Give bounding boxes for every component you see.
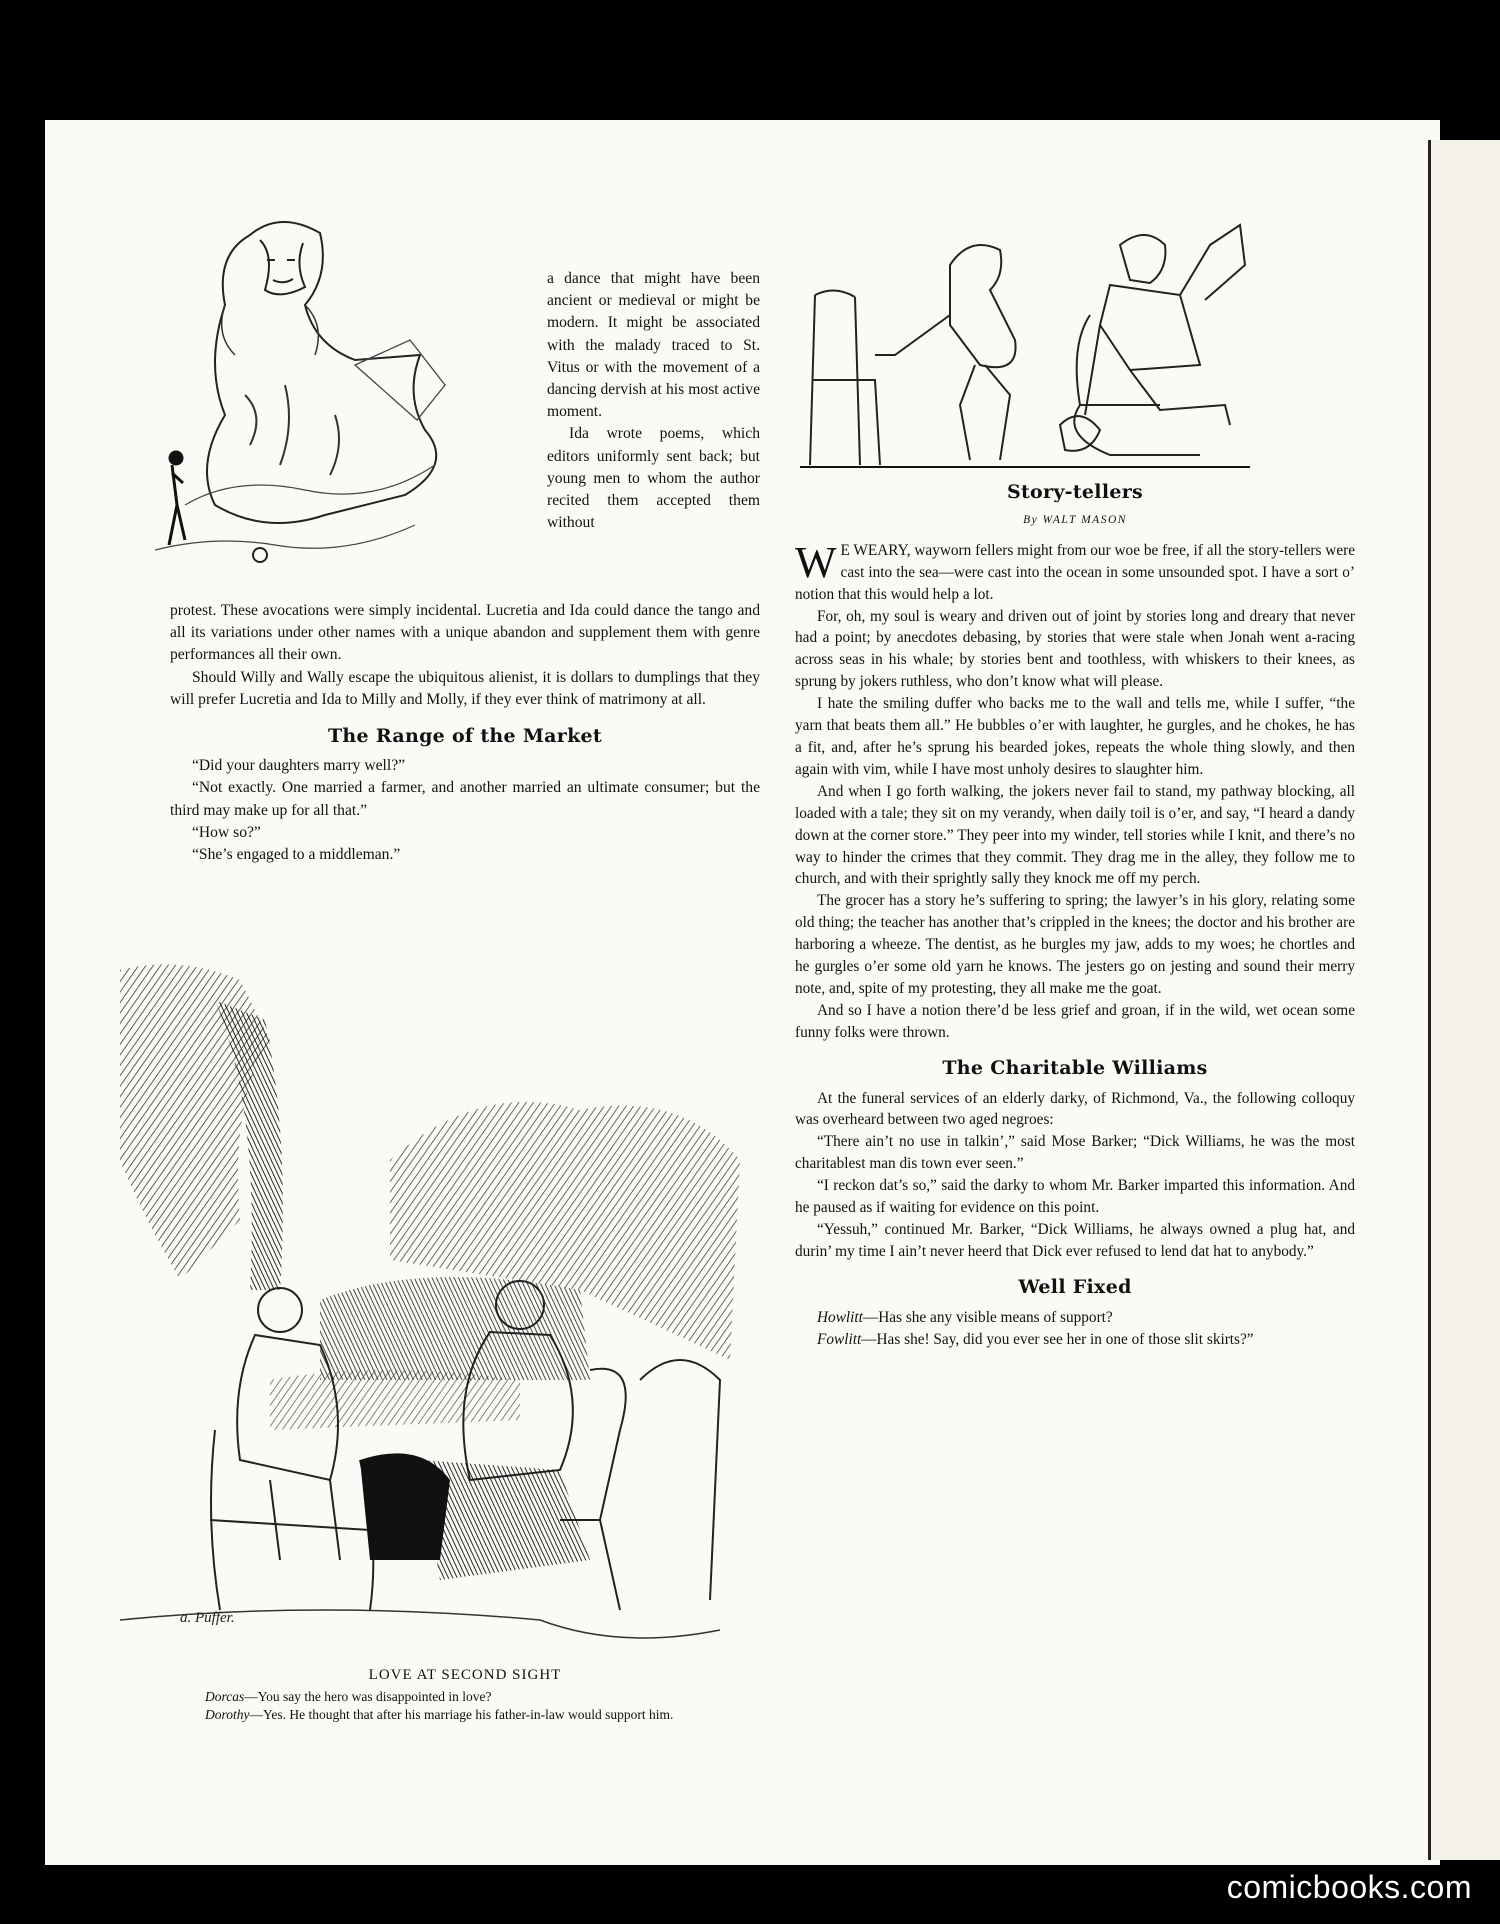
caption-text-2: —Yes. He thought that after his marriage his father-in-law would support him. xyxy=(249,1707,674,1722)
range-line-2: “Not exactly. One married a farmer, and another married an ultimate consumer; but the third may make up for all that.” xyxy=(170,779,760,819)
well-fixed-speaker-2: Fowlitt xyxy=(817,1330,862,1348)
caption-title: LOVE AT SECOND SIGHT xyxy=(368,1667,562,1683)
williams-paragraph-1: At the funeral services of an elderly darky, of Richmond, Va., the following colloquy was overheard between two aged negroes: xyxy=(795,1089,1355,1129)
left-column xyxy=(170,268,760,866)
story-tellers-illustration xyxy=(800,205,1250,475)
caption-text-1: —You say the hero was disappointed in love? xyxy=(244,1689,492,1704)
story-paragraph-4: And when I go forth walking, the jokers never fail to stand, my pathway blocking, all loaded with a tale; they sit on my verandy, when daily toil is o’er, and say, “I heard a dandy down at the corner store.” They peer into my winder, tell stories while I knit, and there’s no way to hinder the crimes that they commit. They drag me in the alley, they follow me to church, and with their sprightly sally they knock me off my perch. xyxy=(795,782,1355,888)
story-paragraph-2: For, oh, my soul is weary and driven out of joint by stories long and dreary that never had a point; by anecdotes debasing, by stories that were stale when Jonah went a-racing across seas in his whale; by stories bent and toothless, with whiskers to their knees, as sprung by jokers ruthless, who don’t know what will please. xyxy=(795,607,1355,691)
caption-line-1 xyxy=(165,1688,765,1706)
well-fixed-title: Well Fixed xyxy=(1018,1275,1132,1298)
range-line-3: “How so?” xyxy=(192,823,261,841)
caption-speaker-2: Dorothy xyxy=(205,1707,250,1722)
caption-speaker-1: Dorcas xyxy=(205,1689,245,1704)
story-byline: By WALT MASON xyxy=(1023,513,1127,526)
well-fixed-line-2 xyxy=(795,1329,1355,1351)
intro-paragraph-3: protest. These avocations were simply incidental. Lucretia and Ida could dance the tango and all its variations under other names with a unique abandon and supplement them with genre performances all their own. xyxy=(170,602,760,664)
story-first-text: E WEARY, wayworn fellers might from our woe be free, if all the story-tellers were cast into the sea—were cast into the ocean in some unsounded spot. I have a sort o’ notion that this would help a lot. xyxy=(795,541,1355,603)
intro-paragraph-4: Should Willy and Wally escape the ubiquitous alienist, it is dollars to dumplings that they will prefer Lucretia and Ida to Milly and Molly, if they ever think of matrimony at all. xyxy=(170,668,760,708)
illustration-caption xyxy=(165,1666,765,1724)
drop-cap: W xyxy=(795,537,837,587)
well-fixed-speaker-1: Howlitt xyxy=(817,1308,863,1326)
intro-paragraph-1: a dance that might have been ancient or medieval or might be modern. It might be associated with the malady traced to St. Vitus or with the movement of a dancing dervish at his most active moment. xyxy=(547,270,760,421)
range-of-market-title: The Range of the Market xyxy=(327,725,603,748)
well-fixed-line-1 xyxy=(795,1307,1355,1329)
story-paragraph-6: And so I have a notion there’d be less grief and groan, if in the wild, wet ocean some funny folks were thrown. xyxy=(795,1001,1355,1041)
well-fixed-text-2: —Has she! Say, did you ever see her in one of those slit skirts?” xyxy=(861,1330,1254,1348)
range-line-4: “She’s engaged to a middleman.” xyxy=(192,846,401,864)
story-paragraph-1 xyxy=(795,537,1355,606)
site-watermark: comicbooks.com xyxy=(1226,1869,1472,1905)
williams-paragraph-4: “Yessuh,” continued Mr. Barker, “Dick Williams, he always owned a plug hat, and durin’ my time I ain’t never heerd that Dick ever refused to lend dat hat to anybody.” xyxy=(795,1221,1355,1260)
right-column xyxy=(795,478,1355,1351)
caption-line-2 xyxy=(165,1706,765,1724)
story-tellers-title: Story-tellers xyxy=(1006,481,1144,503)
facing-page-edge xyxy=(1428,140,1500,1860)
intro-paragraph-2: Ida wrote poems, which editors uniformly sent back; but young men to whom the author recited them accepted them without xyxy=(547,425,760,532)
story-paragraph-5: The grocer has a story he’s suffering to spring; the lawyer’s in his glory, relating some old thing; the teacher has another that’s crippled in the knees; the doctor and his brother are harboring a wheeze. The dentist, as he burgles my jaw, adds to my woes; he chortles and he gurgles o’er some old yarn he knows. The jesters go on jesting and sound their merry note, and, spite of my protesting, they all make me the goat. xyxy=(795,892,1355,997)
love-at-second-sight-illustration xyxy=(120,960,760,1675)
williams-paragraph-2: “There ain’t no use in talkin’,” said Mose Barker; “Dick Williams, he was the most charitablest man dis town ever seen.” xyxy=(795,1133,1355,1173)
well-fixed-text-1: —Has she any visible means of support? xyxy=(862,1308,1113,1326)
story-paragraph-3: I hate the smiling duffer who backs me to the wall and tells me, while I suffer, “the yarn that beats them all.” He bubbles o’er with laughter, he gurgles, and he chokes, he has a fit, and, after he’s sprung his bearded jokes, repeats the whole thing slowly, and then again with vim, while I have most unholy desires to slaughter him. xyxy=(795,695,1355,778)
artist-signature: a. Puffer. xyxy=(180,1610,235,1626)
williams-paragraph-3: “I reckon dat’s so,” said the darky to whom Mr. Barker imparted this information. And he paused as if waiting for evidence on this point. xyxy=(795,1177,1355,1217)
range-line-1: “Did your daughters marry well?” xyxy=(192,757,406,775)
charitable-williams-title: The Charitable Williams xyxy=(942,1056,1208,1079)
